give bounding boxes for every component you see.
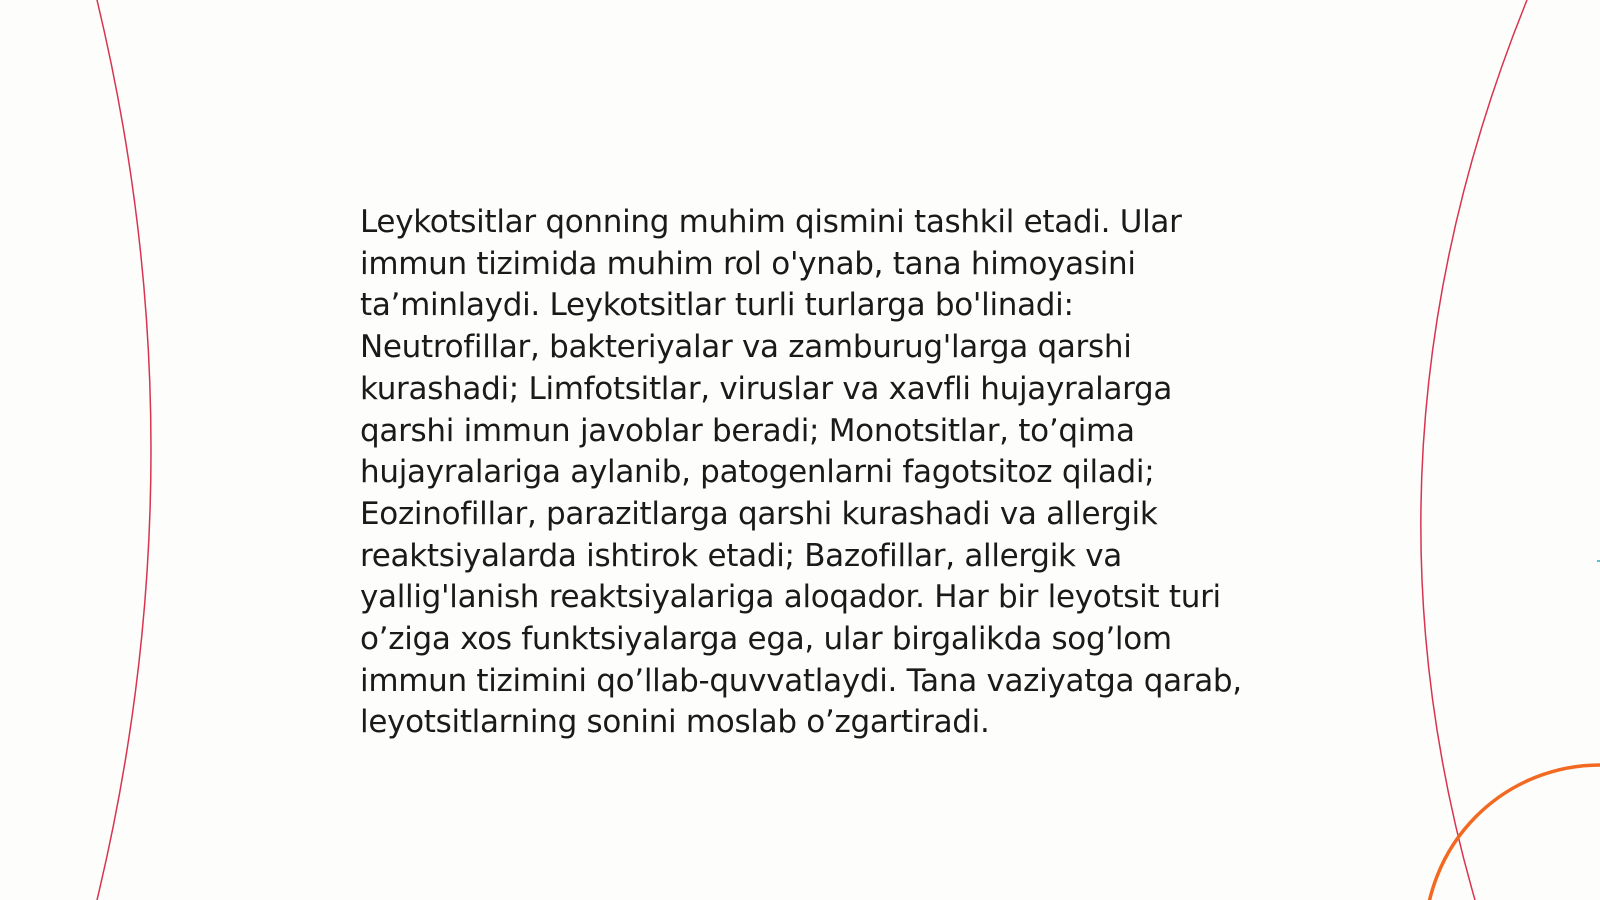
orange-circle-decoration bbox=[1425, 765, 1600, 900]
right-arc-decoration bbox=[1421, 0, 1527, 900]
left-arc-decoration bbox=[97, 0, 151, 900]
slide-body-text: Leykotsitlar qonning muhim qismini tashkil etadi. Ular immun tizimida muhim rol o'ynab, tana himoyasini ta’minlaydi. Leykotsitlar turli turlarga bo'linadi: Neutrofillar, bakteriyalar va zamburug'larga qarshi kurashadi; Limfotsitlar, viruslar va xavfli hujayralarga qarshi immun javoblar beradi; Monotsitlar, to’qima hujayralariga aylanib, patogenlarni fagotsitoz qiladi; Eozinofillar, parazitlarga qarshi kurashadi va allergik reaktsiyalarda ishtirok etadi; Bazofillar, allergik va yallig'lanish reaktsiyalariga aloqador. Har bir leyotsit turi o’ziga xos funktsiyalarga ega, ular birgalikda sog’lom immun tizimini qo’llab-quvvatlaydi. Tana vaziyatga qarab, leyotsitlarning sonini moslab o’zgartiradi. bbox=[360, 204, 1242, 741]
